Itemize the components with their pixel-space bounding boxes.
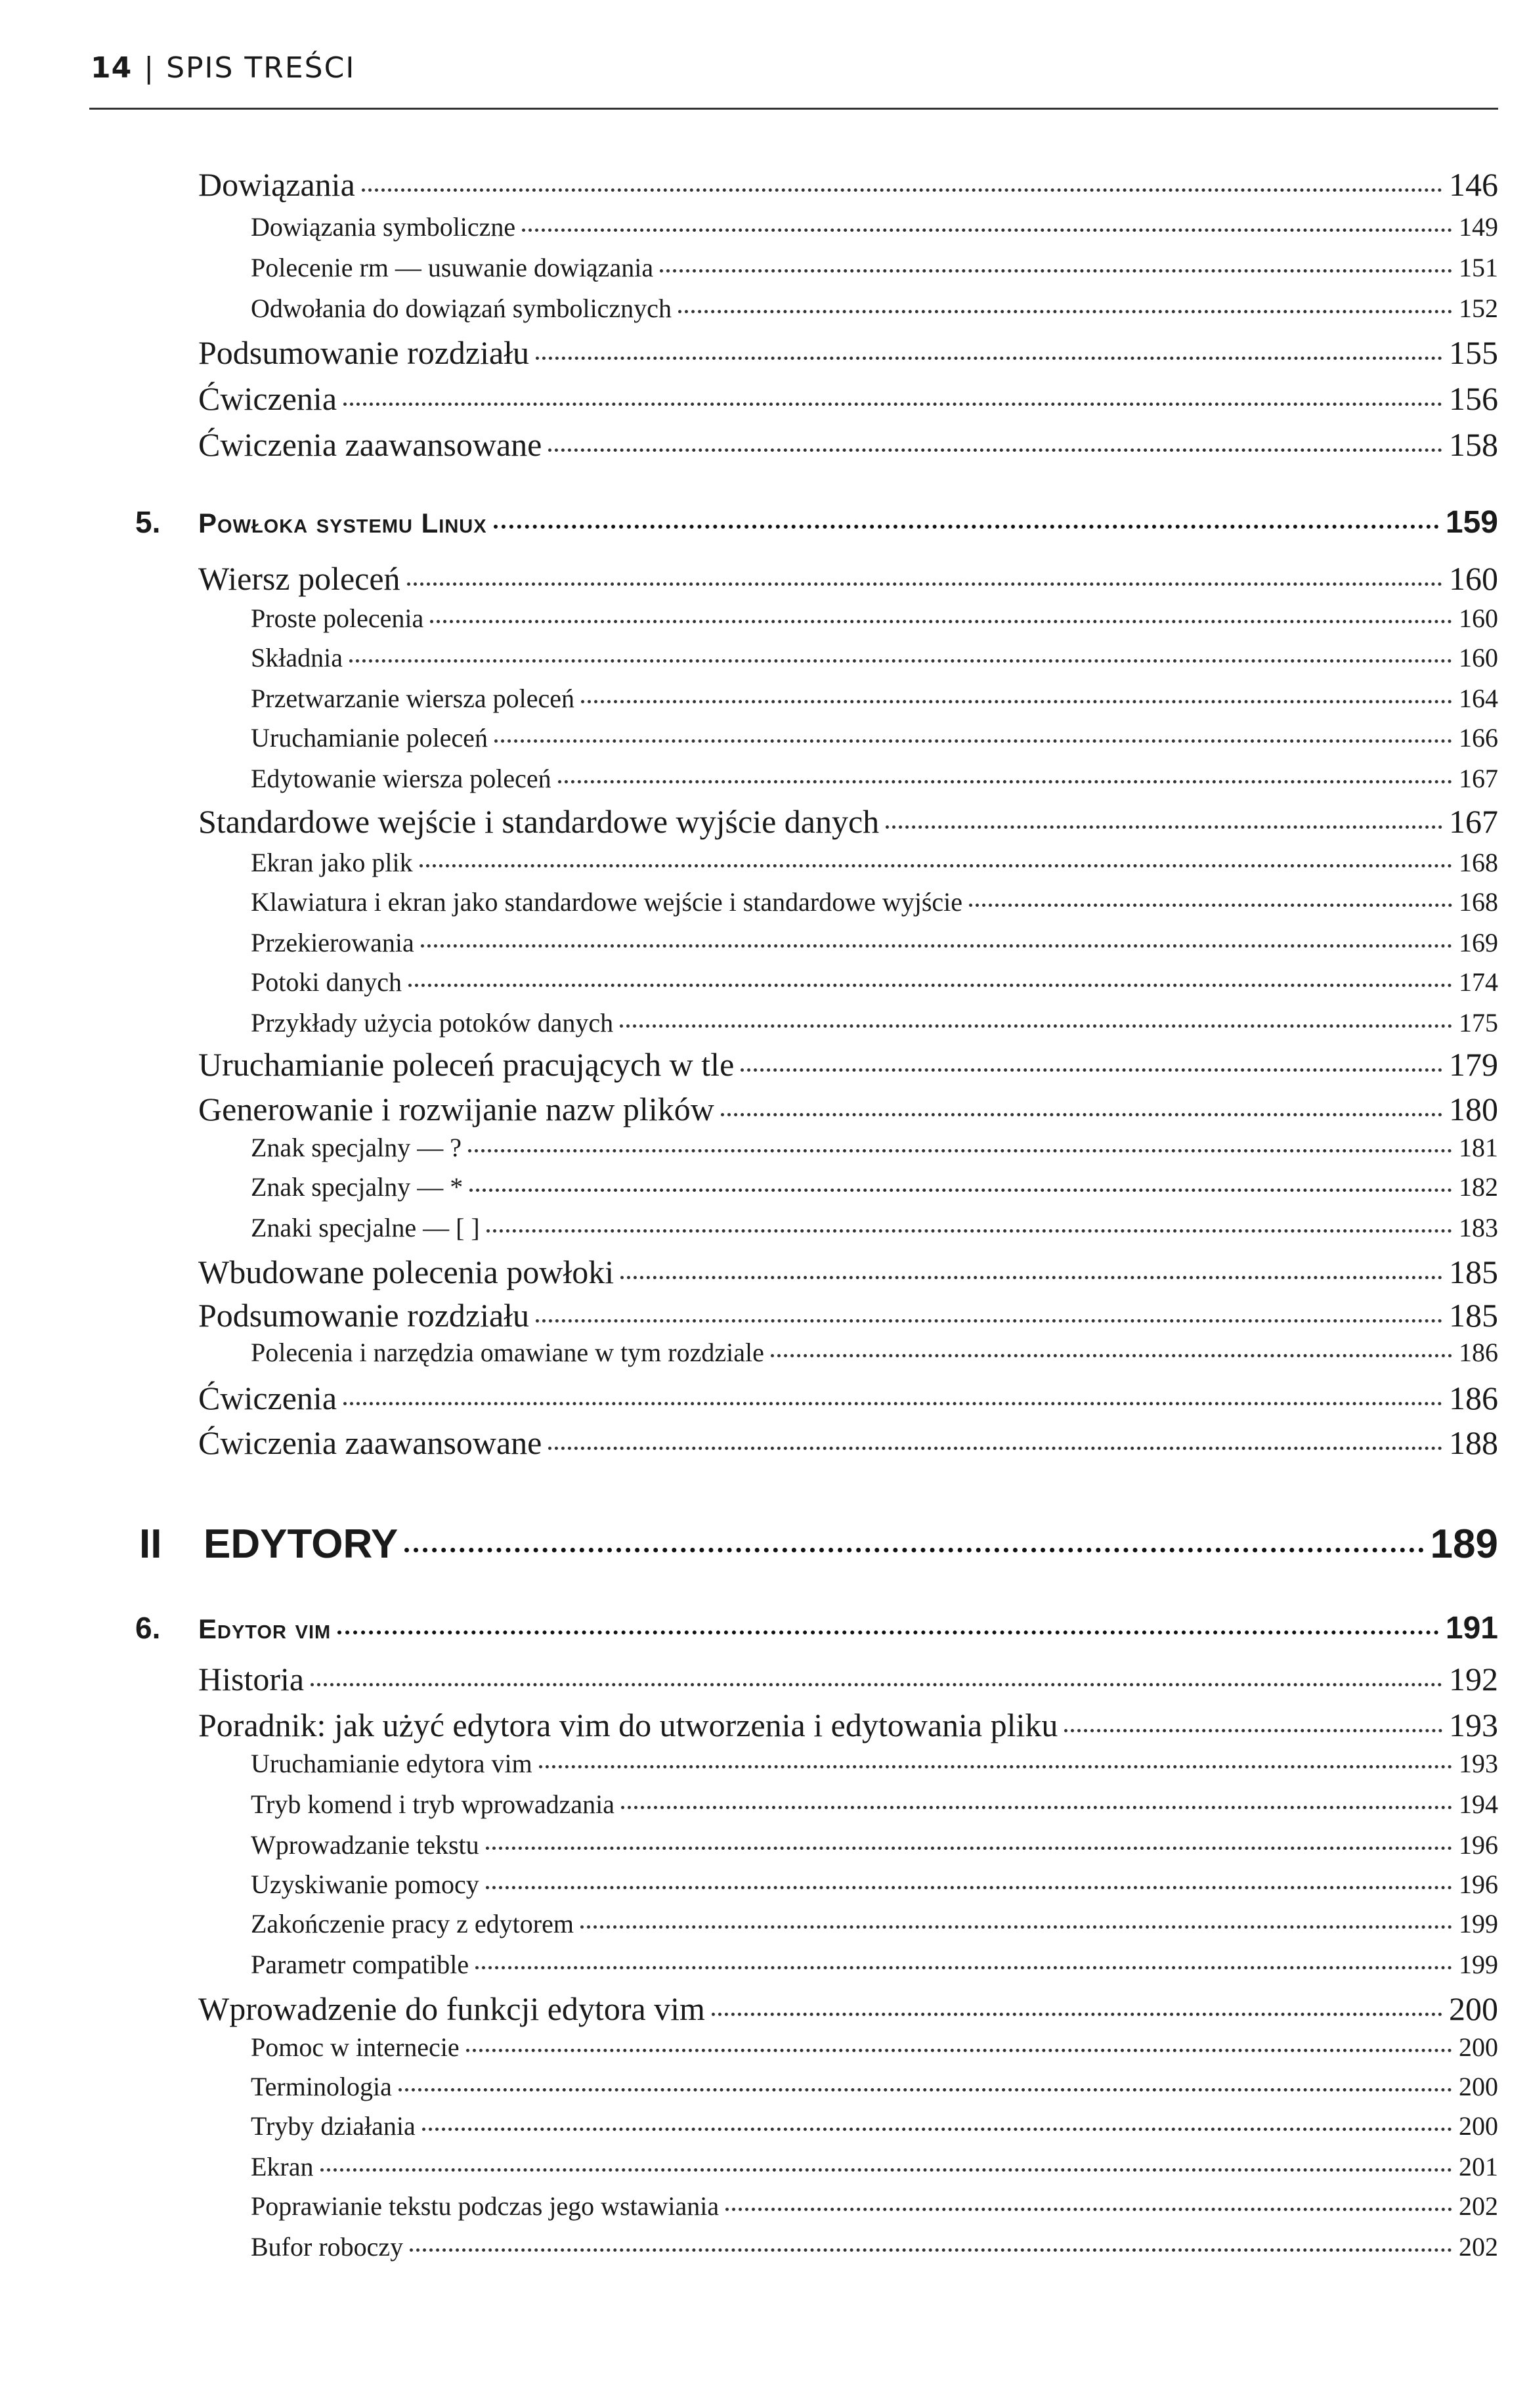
dot-leader (343, 1402, 1442, 1405)
toc-entry (251, 252, 1498, 294)
dot-leader (421, 944, 1452, 948)
toc-entry-title: Wbudowane polecenia powłoki (198, 1254, 614, 1290)
dot-leader (725, 2208, 1452, 2211)
toc-entry-title: Polecenia i narzędzia omawiane w tym rozdziale (251, 1338, 764, 1367)
dot-leader (581, 700, 1452, 703)
toc-entry (198, 559, 1498, 602)
toc-entry-title: Odwołania do dowiązań symbolicznych (251, 294, 672, 323)
dot-leader (660, 269, 1452, 273)
toc-entry-title: Parametr compatible (251, 1950, 469, 1979)
toc-entry-title: Uruchamianie edytora vim (251, 1749, 532, 1778)
dot-leader (486, 1886, 1452, 1889)
toc-entry-title: Ćwiczenia zaawansowane (198, 1424, 542, 1461)
toc-page-number: 186 (1449, 1380, 1498, 1416)
toc-entry-title: Ćwiczenia (198, 1380, 337, 1416)
toc-entry (251, 603, 1498, 645)
toc-entry-title: Standardowe wejście i standardowe wyjście danych (198, 803, 880, 840)
toc-page-number: 202 (1459, 2191, 1498, 2221)
toc-entry-title: Podsumowanie rozdziału (198, 334, 530, 371)
toc-entry (251, 722, 1498, 764)
dot-leader (404, 1548, 1423, 1552)
dot-leader (886, 825, 1442, 829)
toc-entry (198, 426, 1498, 468)
toc-page-number: 199 (1459, 1909, 1498, 1938)
toc-entry-title: Klawiatura i ekran jako standardowe wejście i standardowe wyjście (251, 887, 963, 917)
toc-page-number: 201 (1459, 2152, 1498, 2181)
toc-entry-title: Generowanie i rozwijanie nazw plików (198, 1091, 714, 1127)
toc-entry-title: Edytor vim (198, 1613, 332, 1644)
dot-leader (349, 659, 1452, 663)
toc-page-number: 192 (1449, 1661, 1498, 1697)
toc-entry (251, 683, 1498, 725)
chapter-number: 6. (135, 1611, 161, 1645)
toc-page-number: 158 (1449, 426, 1498, 463)
toc-page-number: 182 (1459, 1172, 1498, 1202)
toc-entry (198, 165, 1498, 208)
toc-entry-title: Proste polecenia (251, 603, 424, 633)
toc-entry (251, 1132, 1498, 1174)
toc-page-number: 200 (1449, 1990, 1498, 2027)
toc-entry (251, 967, 1498, 1009)
dot-leader (343, 403, 1442, 406)
dot-leader (580, 1925, 1452, 1929)
dot-leader (422, 2128, 1452, 2131)
dot-leader (494, 525, 1439, 529)
dot-leader (536, 357, 1442, 360)
toc-page-number: 167 (1449, 803, 1498, 840)
toc-entry (251, 1171, 1498, 1214)
dot-leader (522, 229, 1452, 232)
toc-entry (251, 2032, 1498, 2074)
toc-page-number: 168 (1459, 848, 1498, 877)
toc-page-number: 202 (1459, 2232, 1498, 2262)
toc-page-number: 174 (1459, 967, 1498, 997)
dot-leader (398, 2088, 1452, 2091)
toc-page-number: 152 (1459, 294, 1498, 323)
toc-entry-title: Podsumowanie rozdziału (198, 1297, 530, 1334)
dot-leader (712, 2013, 1442, 2016)
dot-leader (486, 1229, 1452, 1233)
dot-leader (468, 1149, 1452, 1152)
dot-leader (969, 904, 1452, 907)
toc-page-number: 188 (1449, 1424, 1498, 1461)
toc-entry (251, 2111, 1498, 2153)
toc-entry-title: Poradnik: jak użyć edytora vim do utworzenia i edytowania pliku (198, 1707, 1058, 1743)
toc-entry (198, 802, 1498, 844)
toc-entry (198, 1045, 1498, 1087)
toc-entry (251, 1869, 1498, 1911)
dot-leader (486, 1847, 1452, 1850)
toc-entry (198, 1090, 1498, 1132)
toc-entry (135, 1610, 1498, 1652)
toc-page-number: 180 (1449, 1091, 1498, 1127)
toc-page-number: 186 (1459, 1338, 1498, 1367)
toc-page-number: 160 (1459, 643, 1498, 672)
toc-entry-title: Uruchamianie poleceń (251, 723, 488, 753)
toc-page-number: 155 (1449, 334, 1498, 371)
toc-entry-title: Terminologia (251, 2072, 392, 2101)
toc-page-number: 181 (1459, 1133, 1498, 1162)
toc-entry-title: Wprowadzenie do funkcji edytora vim (198, 1990, 705, 2027)
toc-page-number: 149 (1459, 212, 1498, 242)
toc-page-number: 169 (1459, 928, 1498, 957)
toc-entry-title: Składnia (251, 643, 343, 672)
toc-page-number: 193 (1459, 1749, 1498, 1778)
toc-entry-title: Pomoc w internecie (251, 2032, 460, 2062)
dot-leader (337, 1631, 1439, 1634)
toc-entry-title: Znaki specjalne — [ ] (251, 1213, 480, 1242)
running-head (91, 51, 355, 85)
toc-entry (251, 1908, 1498, 1950)
dot-leader (420, 864, 1452, 867)
page-number: 14 (91, 51, 133, 85)
toc-entry-title: Wiersz poleceń (198, 560, 400, 597)
toc-entry (251, 211, 1498, 253)
toc-entry (251, 2191, 1498, 2233)
toc-entry (251, 1337, 1498, 1379)
toc-entry (139, 1521, 1498, 1567)
dot-leader (771, 1354, 1452, 1357)
toc-entry-title: Ekran jako plik (251, 848, 413, 877)
toc-entry-title: Edytowanie wiersza poleceń (251, 764, 551, 793)
dot-leader (475, 1966, 1452, 1969)
dot-leader (1064, 1729, 1442, 1732)
toc-page-number: 179 (1449, 1046, 1498, 1083)
toc-entry-title: Wprowadzanie tekstu (251, 1830, 479, 1860)
toc-page-number: 160 (1459, 603, 1498, 633)
toc-page-number: 168 (1459, 887, 1498, 917)
dot-leader (548, 1447, 1442, 1450)
toc-page-number: 189 (1430, 1521, 1498, 1567)
toc-entry-title: Ekran (251, 2152, 314, 2181)
toc-entry (251, 1829, 1498, 1872)
toc-entry (251, 763, 1498, 805)
toc-entry (251, 1789, 1498, 1831)
toc-page-number: 196 (1459, 1870, 1498, 1899)
toc-entry-title: Przetwarzanie wiersza poleceń (251, 684, 575, 713)
dot-leader (558, 780, 1452, 783)
chapter-number: 5. (135, 505, 161, 539)
toc-entry-title: Zakończenie pracy z edytorem (251, 1909, 574, 1938)
toc-entry (251, 887, 1498, 929)
toc-entry (198, 1990, 1498, 2032)
dot-leader (678, 310, 1452, 313)
dot-leader (362, 188, 1442, 192)
toc-entry-title: Przykłady użycia potoków danych (251, 1008, 614, 1038)
toc-entry (135, 504, 1498, 546)
toc-page-number: 193 (1449, 1707, 1498, 1743)
toc-entry-title: Historia (198, 1661, 305, 1697)
dot-leader (408, 984, 1452, 987)
dot-leader (466, 2049, 1452, 2052)
toc-page-number: 164 (1459, 684, 1498, 713)
toc-entry-title: Bufor roboczy (251, 2232, 404, 2262)
toc-page-number: 175 (1459, 1008, 1498, 1038)
dot-leader (721, 1113, 1442, 1116)
toc-page-number: 151 (1459, 253, 1498, 282)
toc-entry-title: Poprawianie tekstu podczas jego wstawiania (251, 2191, 720, 2221)
toc-entry (198, 380, 1498, 422)
toc-entry-title: Potoki danych (251, 967, 402, 997)
toc-entry (198, 1660, 1498, 1702)
toc-entry (198, 1379, 1498, 1421)
dot-leader (548, 449, 1442, 452)
toc-entry-title: Powłoka systemu Linux (198, 508, 487, 538)
toc-page-number: 159 (1445, 505, 1498, 540)
toc-entry (251, 1007, 1498, 1049)
toc-entry-title: Znak specjalny — ? (251, 1133, 462, 1162)
toc-page-number: 199 (1459, 1950, 1498, 1979)
dot-leader (407, 582, 1442, 586)
toc-page-number: 156 (1449, 380, 1498, 417)
dot-leader (494, 739, 1452, 743)
toc-entry-title: Ćwiczenia (198, 380, 337, 417)
toc-page-number: 167 (1459, 764, 1498, 793)
dot-leader (741, 1068, 1442, 1072)
dot-leader (620, 1276, 1442, 1279)
toc-entry (251, 2151, 1498, 2193)
toc-entry (251, 2231, 1498, 2273)
toc-page-number: 166 (1459, 723, 1498, 753)
toc-page-number: 200 (1459, 2032, 1498, 2062)
toc-page-number: 191 (1445, 1611, 1498, 1646)
part-number: II (139, 1521, 162, 1567)
toc-page-number: 200 (1459, 2111, 1498, 2141)
toc-entry-title: Znak specjalny — * (251, 1172, 463, 1202)
toc-entry (251, 1949, 1498, 1991)
toc-page-number: 185 (1449, 1297, 1498, 1334)
toc-entry-title: Polecenie rm — usuwanie dowiązania (251, 253, 654, 282)
toc-entry (198, 1424, 1498, 1466)
toc-entry-title: Uruchamianie poleceń pracujących w tle (198, 1046, 735, 1083)
toc-page-number: 200 (1459, 2072, 1498, 2101)
toc-entry-title: Dowiązania symboliczne (251, 212, 516, 242)
toc-entry (251, 2071, 1498, 2113)
dot-leader (320, 2168, 1452, 2172)
dot-leader (410, 2248, 1452, 2252)
dot-leader (311, 1683, 1442, 1686)
toc-page-number: 196 (1459, 1830, 1498, 1860)
header-rule (89, 108, 1498, 110)
dot-leader (536, 1319, 1442, 1323)
toc-entry-title: Dowiązania (198, 166, 355, 203)
toc-entry-title: Przekierowania (251, 928, 414, 957)
header-separator: | (144, 51, 155, 85)
toc-entry-title: Uzyskiwanie pomocy (251, 1870, 479, 1899)
toc-entry-title: EDYTORY (204, 1521, 398, 1567)
toc-page-number: 160 (1449, 560, 1498, 597)
toc-entry (198, 334, 1498, 376)
toc-entry (198, 1706, 1498, 1748)
toc-entry-title: Ćwiczenia zaawansowane (198, 426, 542, 463)
toc-entry (198, 1296, 1498, 1338)
dot-leader (621, 1806, 1452, 1809)
toc-page-number: 185 (1449, 1254, 1498, 1290)
toc-entry (251, 1212, 1498, 1254)
toc-entry (251, 293, 1498, 335)
dot-leader (430, 620, 1452, 623)
toc-entry (251, 1748, 1498, 1790)
toc-entry (251, 642, 1498, 684)
toc-entry-title: Tryby działania (251, 2111, 416, 2141)
toc-entry (251, 847, 1498, 889)
toc-page-number: 146 (1449, 166, 1498, 203)
dot-leader (469, 1189, 1452, 1192)
toc-entry (198, 1253, 1498, 1295)
dot-leader (539, 1765, 1452, 1768)
running-title: SPIS TREŚCI (166, 51, 356, 85)
toc-page-number: 183 (1459, 1213, 1498, 1242)
toc-entry-title: Tryb komend i tryb wprowadzania (251, 1789, 614, 1819)
toc-entry (251, 927, 1498, 969)
dot-leader (620, 1024, 1452, 1028)
toc-page-number: 194 (1459, 1789, 1498, 1819)
